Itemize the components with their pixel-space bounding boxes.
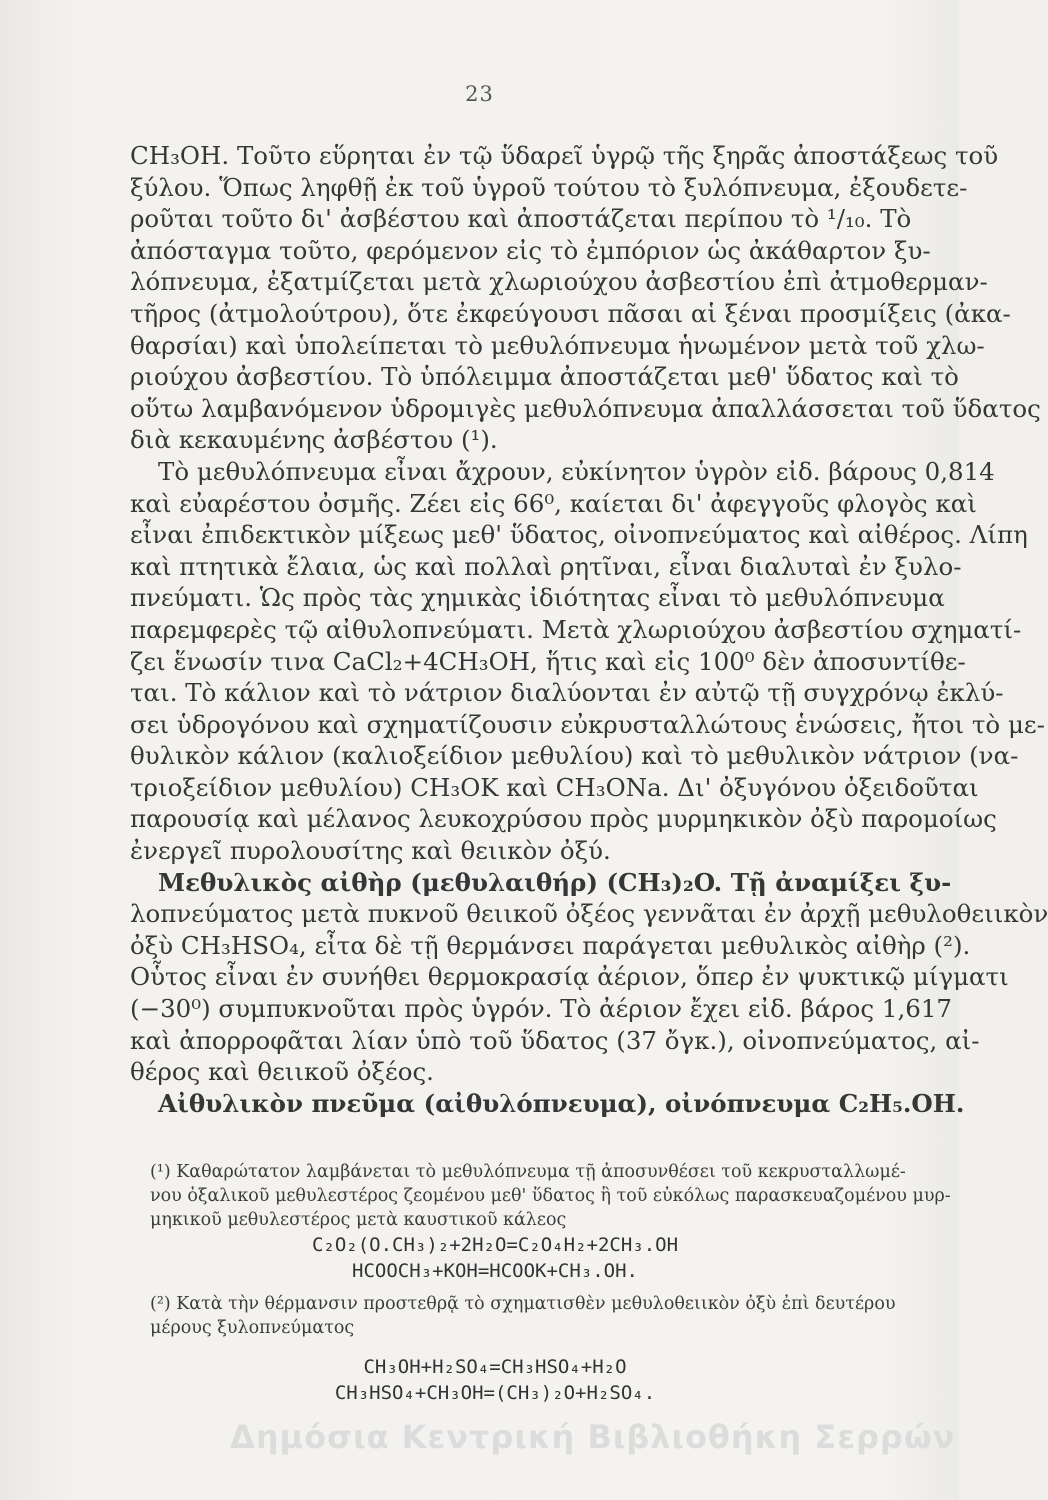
text-line: παρεμφερὲς τῷ αἰθυλοπνεύματι. Μετὰ χλωριούχου ἀσβεστίου σχηματί- xyxy=(130,614,1022,644)
text-line: ριούχου ἀσβεστίου. Τὸ ὑπόλειμμα ἀποστάζεται μεθ' ὕδατος καὶ τὸ xyxy=(130,362,959,392)
section-heading-ethyl-alcohol: Αἰθυλικὸν πνεῦμα (αἰθυλόπνευμα), οἰνόπνευμα C₂H₅.OH. xyxy=(158,1088,965,1118)
text-line: καὶ πτητικὰ ἔλαια, ὡς καὶ πολλαὶ ρητῖναι, εἶναι διαλυταὶ ἐν ξυλο- xyxy=(130,551,962,581)
text-line: (−30⁰) συμπυκνοῦται πρὸς ὑγρόν. Τὸ ἀέριον ἔχει εἰδ. βάρος 1,617 xyxy=(130,994,953,1024)
text-line: ὀξὺ CH₃HSO₄, εἶτα δὲ τῇ θερμάνσει παράγεται μεθυλικὸς αἰθὴρ (²). xyxy=(130,930,971,960)
footnote-formula: C₂O₂(O.CH₃)₂+2H₂O=C₂O₄H₂+2CH₃.OH xyxy=(311,1234,679,1256)
text-line: ξύλου. Ὅπως ληφθῇ ἐκ τοῦ ὑγροῦ τούτου τὸ ξυλόπνευμα, ἐξουδετε- xyxy=(130,172,968,202)
footnote-line: (²) Κατὰ τὴν θέρμανσιν προστεθρᾷ τὸ σχηματισθὲν μεθυλοθειικὸν ὀξὺ ἐπὶ δευτέρου xyxy=(150,1294,896,1314)
text-line: σει ὑδρογόνου καὶ σχηματίζουσιν εὐκρυσταλλώτους ἑνώσεις, ἤτοι τὸ με- xyxy=(130,709,1045,739)
text-line: Τὸ μεθυλόπνευμα εἶναι ἄχρουν, εὐκίνητον ὑγρὸν εἰδ. βάρους 0,814 xyxy=(158,456,995,486)
footnote-line: (¹) Καθαρώτατον λαμβάνεται τὸ μεθυλόπνευμα τῇ ἀποσυνθέσει τοῦ κεκρυσταλλωμέ- xyxy=(150,1162,906,1182)
text-line: οὕτω λαμβανόμενον ὑδρομιγὲς μεθυλόπνευμα ἀπαλλάσσεται τοῦ ὕδατος xyxy=(130,393,1041,423)
footnote-formula: CH₃HSO₄+CH₃OH=(CH₃)₂O+H₂SO₄. xyxy=(334,1382,656,1404)
text-line: CH₃OH. Τοῦτο εὕρηται ἐν τῷ ὕδαρεῖ ὑγρῷ τῆς ξηρᾶς ἀποστάξεως τοῦ xyxy=(130,141,999,170)
text-line: παρουσίᾳ καὶ μέλανος λευκοχρύσου πρὸς μυρμηκικὸν ὀξὺ παρομοίως xyxy=(130,804,997,834)
text-line: διὰ κεκαυμένης ἀσβέστου (¹). xyxy=(130,425,498,455)
text-line: ἐνεργεῖ πυρολουσίτης καὶ θειικὸν ὀξύ. xyxy=(130,836,611,866)
footnotes xyxy=(150,1160,951,1406)
text-line: Οὗτος εἶναι ἐν συνήθει θερμοκρασίᾳ ἀέριον, ὅπερ ἐν ψυκτικῷ μίγματι xyxy=(130,962,1009,992)
text-line: τῆρος (ἀτμολούτρου), ὅτε ἐκφεύγουσι πᾶσαι αἱ ξέναι προσμίξεις (ἀκα- xyxy=(130,298,1011,328)
text-line: θαρσίαι) καὶ ὑπολείπεται τὸ μεθυλόπνευμα ἡνωμένον μετὰ τοῦ χλω- xyxy=(130,330,985,360)
footnote-line: μηκικοῦ μεθυλεστέρος μετὰ καυστικοῦ κάλεος xyxy=(150,1210,567,1230)
text-line: καὶ εὐαρέστου ὀσμῆς. Ζέει εἰς 66⁰, καίεται δι' ἀφεγγοῦς φλογὸς καὶ xyxy=(130,488,977,518)
text-line: πνεύματι. Ὡς πρὸς τὰς χημικὰς ἰδιότητας εἶναι τὸ μεθυλόπνευμα xyxy=(130,583,945,613)
text-line: ται. Τὸ κάλιον καὶ τὸ νάτριον διαλύονται ἐν αὐτῷ τῇ συγχρόνῳ ἐκλύ- xyxy=(130,678,1004,708)
text-line: λοπνεύματος μετὰ πυκνοῦ θειικοῦ ὀξέος γεννᾶται ἐν ἀρχῇ μεθυλοθειικὸν xyxy=(130,899,1048,929)
text-line: ἀπόσταγμα τοῦτο, φερόμενον εἰς τὸ ἐμπόριον ὡς ἀκάθαρτον ξυ- xyxy=(130,235,931,265)
text-line: θέρος καὶ θειικοῦ ὀξέος. xyxy=(130,1057,434,1087)
section-heading-methyl-ether: Μεθυλικὸς αἰθὴρ (μεθυλαιθήρ) (CH₃)₂O. Τῇ ἀναμίξει ξυ- xyxy=(158,867,952,897)
text-line: λόπνευμα, ἐξατμίζεται μετὰ χλωριούχου ἀσβεστίου ἐπὶ ἀτμοθερμαν- xyxy=(130,267,988,297)
text-line: εἶναι ἐπιδεκτικὸν μίξεως μεθ' ὕδατος, οἰνοπνεύματος καὶ αἰθέρος. Λίπη xyxy=(130,520,1028,550)
footnote-formula: CH₃OH+H₂SO₄=CH₃HSO₄+H₂O xyxy=(363,1356,627,1378)
footnote-formula: HCOOCH₃+KOH=HCOOK+CH₃.OH. xyxy=(352,1260,638,1282)
text-line: καὶ ἀπορροφᾶται λίαν ὑπὸ τοῦ ὕδατος (37 ὄγκ.), οἰνοπνεύματος, αἰ- xyxy=(130,1025,980,1055)
text-line: ζει ἕνωσίν τινα CaCl₂+4CH₃OH, ἥτις καὶ εἰς 100⁰ δὲν ἀποσυντίθε- xyxy=(130,646,966,676)
footnote-line: μέρους ξυλοπνεύματος xyxy=(150,1318,355,1338)
text-line: τριοξείδιον μεθυλίου) CH₃OK καὶ CH₃ONa. Δι' ὀξυγόνου ὀξειδοῦται xyxy=(130,772,979,802)
body-text xyxy=(130,140,1048,1119)
page-number: 23 xyxy=(465,82,494,106)
footnote-line: νου ὀξαλικοῦ μεθυλεστέρος ζεομένου μεθ' ὕδατος ἢ τοῦ εὐκόλως παρασκευαζομένου μυρ- xyxy=(150,1186,951,1206)
library-watermark: Δημόσια Κεντρική Βιβλιοθήκη Σερρών xyxy=(230,1418,956,1456)
text-line: θυλικὸν κάλιον (καλιοξείδιον μεθυλίου) καὶ τὸ μεθυλικὸν νάτριον (να- xyxy=(130,741,1019,771)
text-line: ροῦται τοῦτο δι' ἀσβέστου καὶ ἀποστάζεται περίπου τὸ ¹/₁₀. Τὸ xyxy=(130,204,912,234)
